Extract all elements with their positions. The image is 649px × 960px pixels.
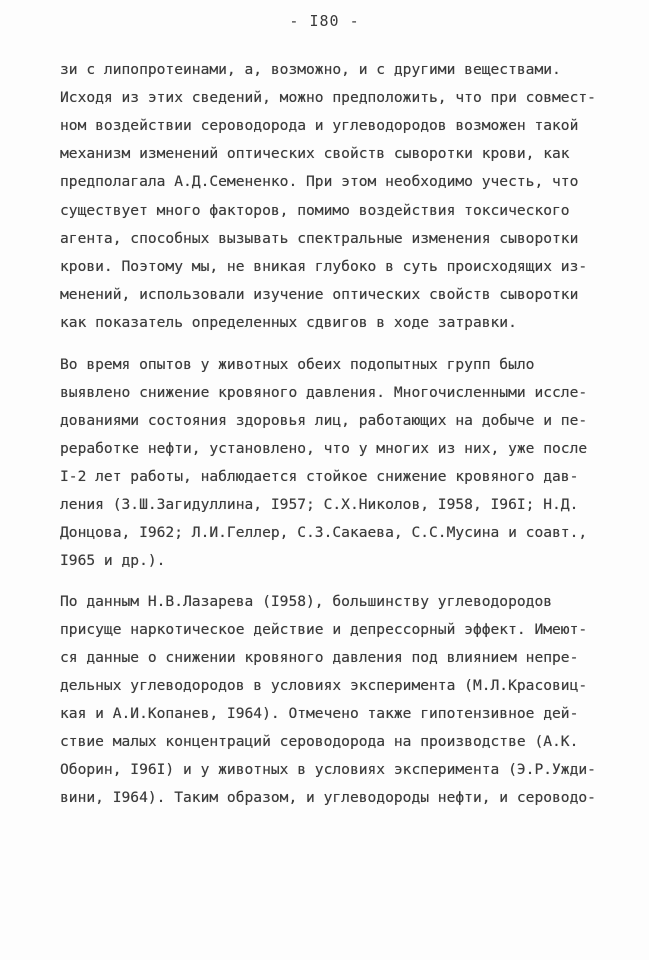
text-line: ном воздействии сероводорода и углеводородов возможен такой <box>60 117 579 134</box>
text-line: агента, способных вызывать спектральные изменения сыворотки <box>60 230 579 247</box>
text-line: менений, использовали изучение оптических свойств сыворотки <box>60 286 579 303</box>
text-line: выявлено снижение кровяного давления. Многочисленными иссле- <box>60 384 588 401</box>
text-line: Донцова, I962; Л.И.Геллер, С.З.Сакаева, С.С.Мусина и соавт., <box>60 524 588 541</box>
text-line: дельных углеводородов в условиях эксперимента (М.Л.Красовиц- <box>60 677 588 694</box>
text-line: зи с липопротеинами, а, возможно, и с другими веществами. <box>60 61 561 78</box>
text-line: как показатель определенных сдвигов в ходе затравки. <box>60 314 517 331</box>
text-line: I965 и др.). <box>60 552 166 569</box>
text-line: Оборин, I96I) и у животных в условиях эксперимента (Э.Р.Ужди- <box>60 761 596 778</box>
text-line: кая и А.И.Копанев, I964). Отмечено также гипотензивное дей- <box>60 705 579 722</box>
text-line: предполагала А.Д.Семененко. При этом необходимо учесть, что <box>60 173 579 190</box>
text-line: реработке нефти, установлено, что у многих из них, уже после <box>60 440 588 457</box>
text-line: Исходя из этих сведений, можно предположить, что при совмест- <box>60 89 596 106</box>
text-line: существует много факторов, помимо воздействия токсического <box>60 202 570 219</box>
text-line: ствие малых концентраций сероводорода на производстве (А.К. <box>60 733 579 750</box>
page-number: - I80 - <box>289 12 360 30</box>
text-line: ся данные о снижении кровяного давления под влиянием непре- <box>60 649 579 666</box>
text-line: ления (З.Ш.Загидуллина, I957; С.Х.Николов, I958, I96I; Н.Д. <box>60 496 579 513</box>
text-line: Во время опытов у животных обеих подопытных групп было <box>60 356 535 373</box>
text-line: По данным Н.В.Лазарева (I958), большинству углеводородов <box>60 593 553 610</box>
text-line: присуще наркотическое действие и депрессорный эффект. Имеют- <box>60 621 588 638</box>
text-line: крови. Поэтому мы, не вникая глубоко в суть происходящих из- <box>60 258 588 275</box>
text-line: дованиями состояния здоровья лиц, работающих на добыче и пе- <box>60 412 588 429</box>
text-line: вини, I964). Таким образом, и углеводороды нефти, и сероводо- <box>60 789 596 806</box>
text-line: I-2 лет работы, наблюдается стойкое снижение кровяного дав- <box>60 468 579 485</box>
text-line: механизм изменений оптических свойств сыворотки крови, как <box>60 145 570 162</box>
